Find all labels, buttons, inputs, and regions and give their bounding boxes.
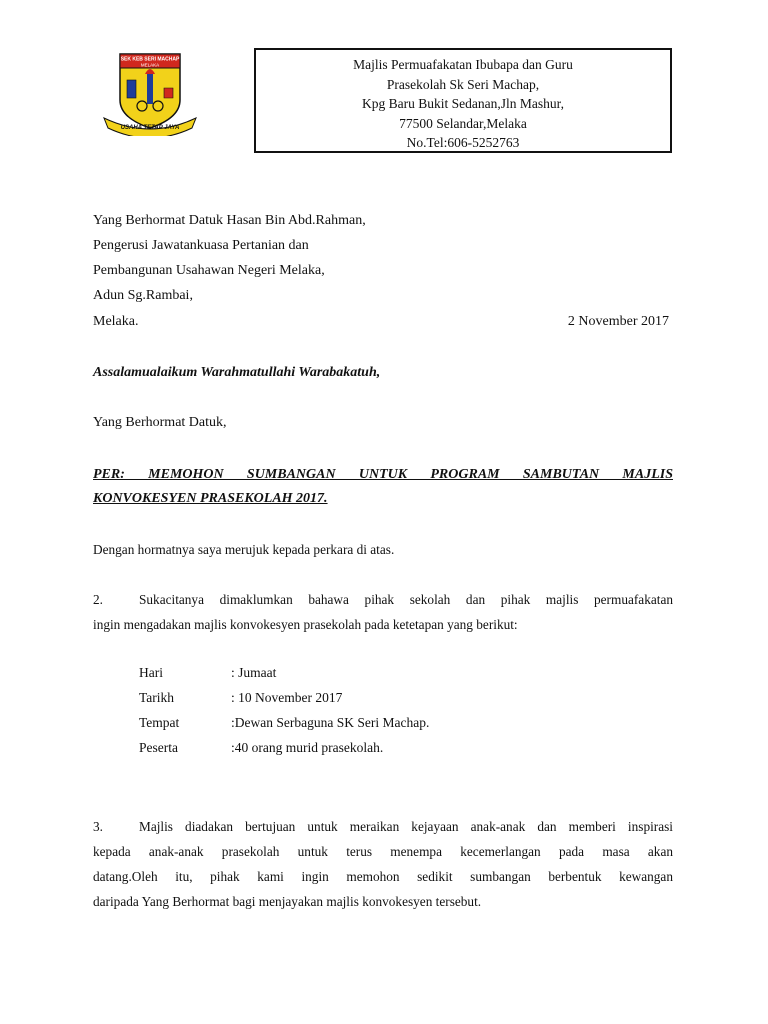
recipient-line: Melaka. bbox=[93, 314, 139, 329]
detail-value: : 10 November 2017 bbox=[231, 690, 343, 705]
logo-top-text: SEK KEB SERI MACHAP bbox=[120, 56, 180, 63]
paragraph-line: daripada Yang Berhormat bagi menjayakan majlis konvokesyen tersebut. bbox=[93, 894, 482, 909]
letterhead-line: Majlis Permuafakatan Ibubapa dan Guru bbox=[353, 57, 573, 72]
letterhead-line: Kpg Baru Bukit Sedanan,Jln Mashur, bbox=[362, 96, 564, 111]
logo-mid-text: MELAKA bbox=[140, 62, 160, 68]
detail-row bbox=[139, 715, 429, 731]
letterhead-line: No.Tel:606-5252763 bbox=[406, 135, 520, 150]
letterhead-line: Prasekolah Sk Seri Machap, bbox=[386, 76, 540, 92]
subject-heading bbox=[93, 463, 673, 511]
paragraph-line: 2. Sukacitanya dimaklumkan bahawa pihak sekolah dan pihak majlis permuafakatan bbox=[93, 587, 673, 612]
paragraph-line: 3. Majlis diadakan bertujuan untuk meraikan kejayaan anak-anak dan memberi inspirasi bbox=[93, 814, 673, 839]
detail-value: :Dewan Serbaguna SK Seri Machap. bbox=[231, 715, 430, 730]
recipient-line: Pembangunan Usahawan Negeri Melaka, bbox=[93, 263, 325, 278]
detail-value: :40 orang murid prasekolah. bbox=[231, 740, 384, 755]
detail-row bbox=[139, 665, 276, 681]
detail-label: Tempat bbox=[139, 715, 180, 730]
greeting: Assalamualaikum Warahmatullahi Warabakatuh, bbox=[93, 365, 381, 380]
detail-value: : Jumaat bbox=[231, 665, 277, 680]
paragraph-2 bbox=[93, 587, 673, 637]
paragraph-number: 3. bbox=[93, 819, 103, 834]
detail-label: Peserta bbox=[139, 740, 178, 755]
school-logo bbox=[100, 48, 200, 136]
recipient-line: Adun Sg.Rambai, bbox=[93, 288, 193, 303]
detail-row bbox=[139, 740, 383, 756]
paragraph-line: kepada anak-anak prasekolah untuk terus menempa kecemerlangan pada masa akan bbox=[93, 844, 673, 859]
paragraph-3 bbox=[93, 814, 673, 914]
paragraph-number: 2. bbox=[93, 592, 103, 607]
recipient-line: Yang Berhormat Datuk Hasan Bin Abd.Rahman, bbox=[93, 213, 366, 228]
subject-line: KONVOKESYEN PRASEKOLAH 2017. bbox=[93, 491, 328, 506]
paragraph-line: datang.Oleh itu, pihak kami ingin memohon sedikit sumbangan berbentuk kewangan bbox=[93, 869, 673, 884]
recipient-line: Pengerusi Jawatankuasa Pertanian dan bbox=[93, 238, 309, 253]
logo-motto: USAHA TETAP JAYA bbox=[120, 125, 180, 131]
detail-label: Tarikh bbox=[139, 690, 175, 705]
letterhead-box bbox=[254, 48, 672, 153]
subject-line: PER: MEMOHON SUMBANGAN UNTUK PROGRAM SAMBUTAN MAJLIS bbox=[93, 467, 673, 482]
paragraph-1: Dengan hormatnya saya merujuk kepada perkara di atas. bbox=[93, 542, 395, 557]
paragraph-line: ingin mengadakan majlis konvokesyen prasekolah pada ketetapan yang berikut: bbox=[93, 617, 518, 632]
letterhead-line: 77500 Selandar,Melaka bbox=[399, 115, 527, 131]
detail-label: Hari bbox=[139, 665, 163, 680]
letter-date: 2 November 2017 bbox=[567, 314, 669, 329]
salutation: Yang Berhormat Datuk, bbox=[93, 415, 227, 430]
detail-row bbox=[139, 690, 342, 706]
